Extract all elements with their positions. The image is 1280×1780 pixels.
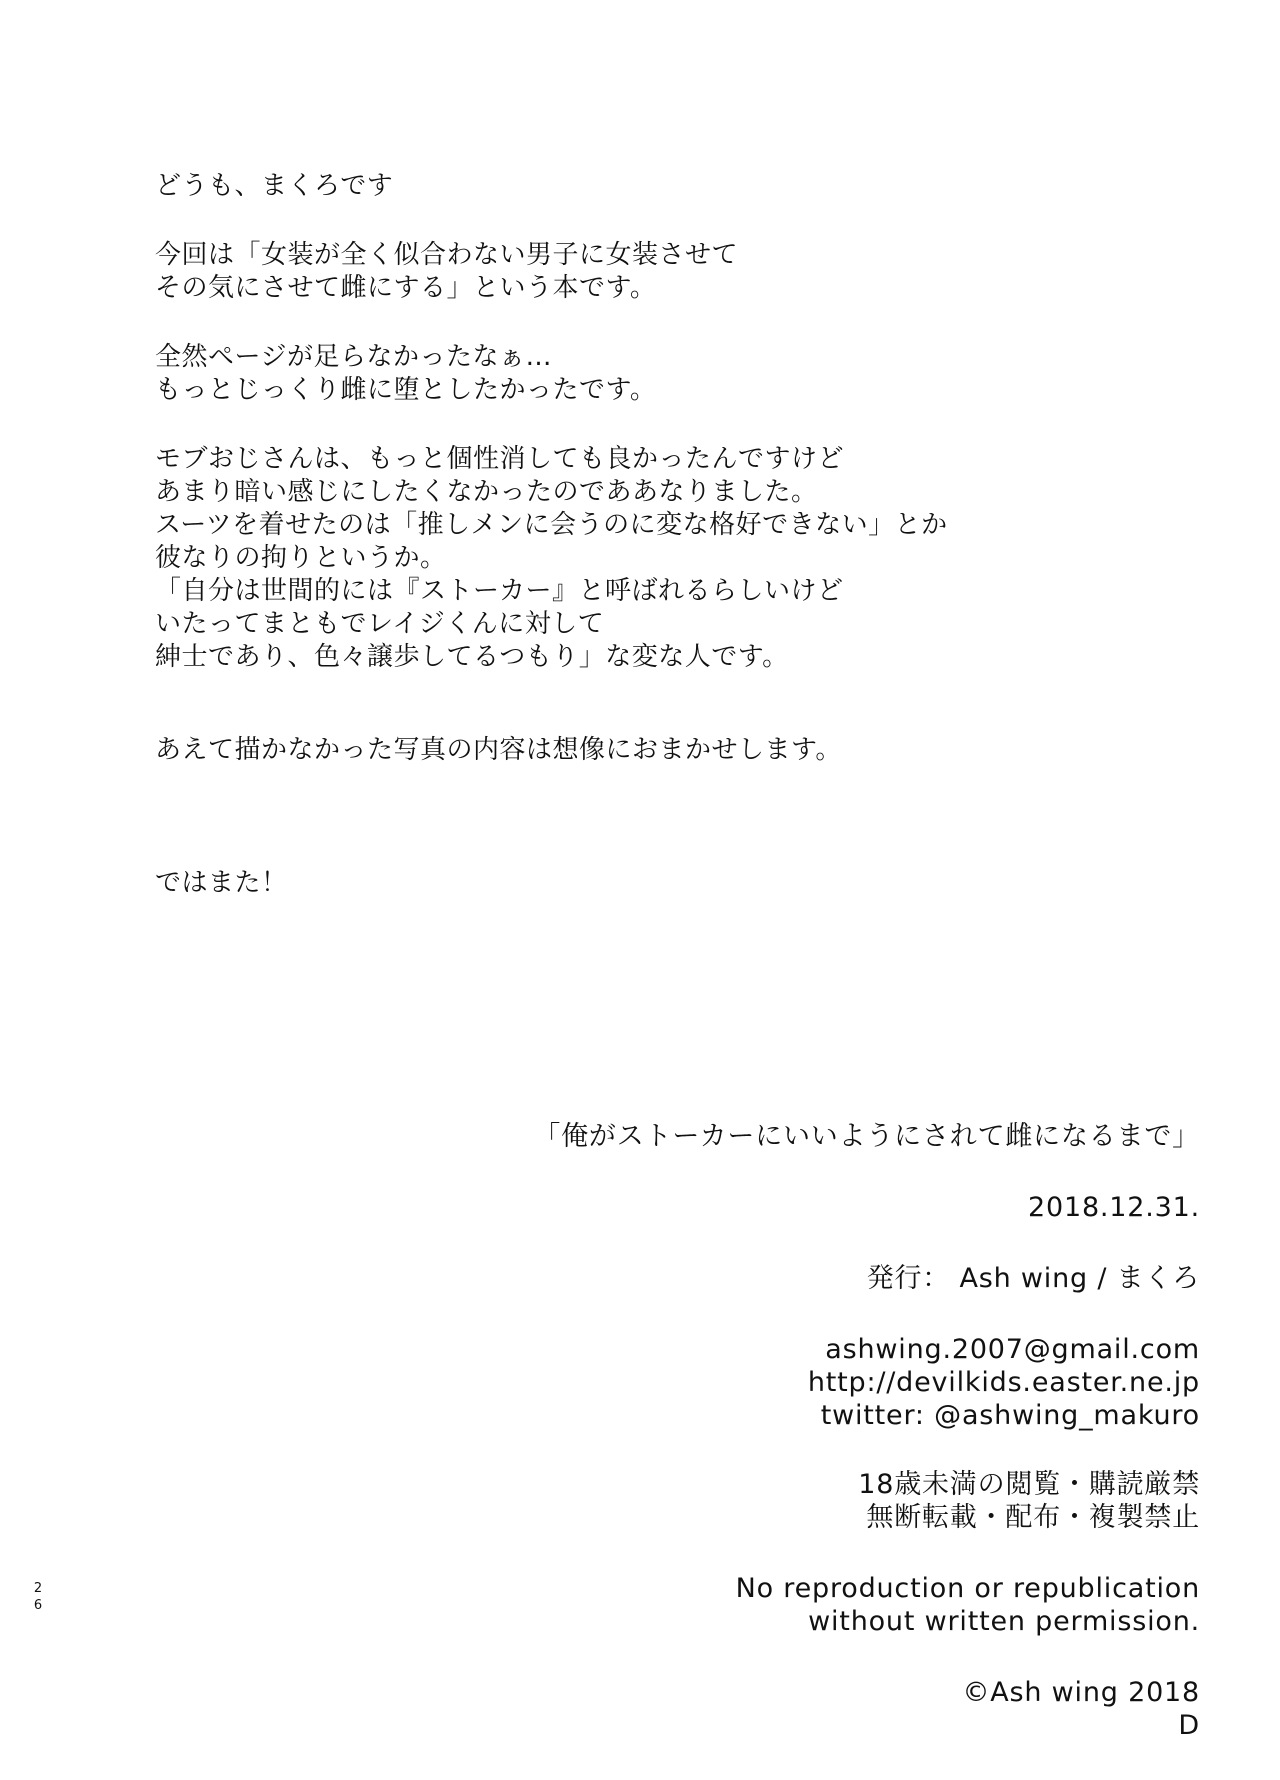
english-notice-line-1: No reproduction or republication [735, 1573, 1200, 1604]
book-title: 「俺がストーカーにいいようにされて雌になるまで」 [533, 1121, 1200, 1152]
website-url: http://devilkids.easter.ne.jp [807, 1367, 1200, 1398]
paragraph-line: 「自分は世間的には『ストーカー』と呼ばれるらしいけど [155, 576, 844, 606]
afterword-paragraph-3 [155, 443, 1055, 674]
paragraph-line: あまり暗い感じにしたくなかったのでああなりました。 [155, 477, 818, 507]
paragraph-line: 彼なりの拘りというか。 [155, 543, 447, 573]
english-notice-line-2: without written permission. [808, 1606, 1200, 1637]
paragraph-line: モブおじさんは、もっと個性消しても良かったんですけど [155, 444, 845, 474]
afterword-paragraph-1 [155, 239, 1055, 305]
colophon-mark: D [1178, 1710, 1200, 1741]
afterword-paragraph-2 [155, 341, 1055, 407]
copyright: ©Ash wing 2018 [962, 1677, 1200, 1708]
paragraph-line: もっとじっくり雌に堕としたかったです。 [155, 375, 657, 405]
paragraph-line: 今回は「女装が全く似合わない男子に女装させて [155, 240, 739, 270]
publisher: 発行： Ash wing / まくろ [866, 1263, 1200, 1294]
reproduction-restriction: 無断転載・配布・複製禁止 [866, 1502, 1200, 1533]
closing-line [155, 867, 1055, 900]
colophon [300, 1120, 1200, 1742]
paragraph-line: あえて描かなかった写真の内容は想像におまかせします。 [155, 735, 842, 765]
page-number: 26 [33, 1581, 43, 1613]
contact-email: ashwing.2007@gmail.com [825, 1334, 1200, 1365]
publication-date: 2018.12.31. [1028, 1192, 1200, 1223]
afterword-text [155, 170, 1055, 900]
paragraph-line: 全然ページが足らなかったなぁ… [155, 342, 552, 372]
afterword-paragraph-4 [155, 734, 1055, 767]
twitter-handle: twitter: @ashwing_makuro [820, 1400, 1200, 1431]
paragraph-line: スーツを着せたのは「推しメンに会うのに変な格好できない」とか [155, 510, 948, 540]
age-restriction: 18歳未満の閲覧・購読厳禁 [858, 1469, 1200, 1500]
closing-text: ではまた！ [155, 868, 288, 898]
paragraph-line: 紳士であり、色々譲歩してるつもり」な変な人です。 [155, 642, 789, 672]
greeting-line: どうも、まくろです [155, 171, 394, 201]
paragraph-line: その気にさせて雌にする」という本です。 [155, 273, 657, 303]
greeting [155, 170, 1055, 203]
paragraph-line: いたってまともでレイジくんに対して [155, 609, 605, 639]
